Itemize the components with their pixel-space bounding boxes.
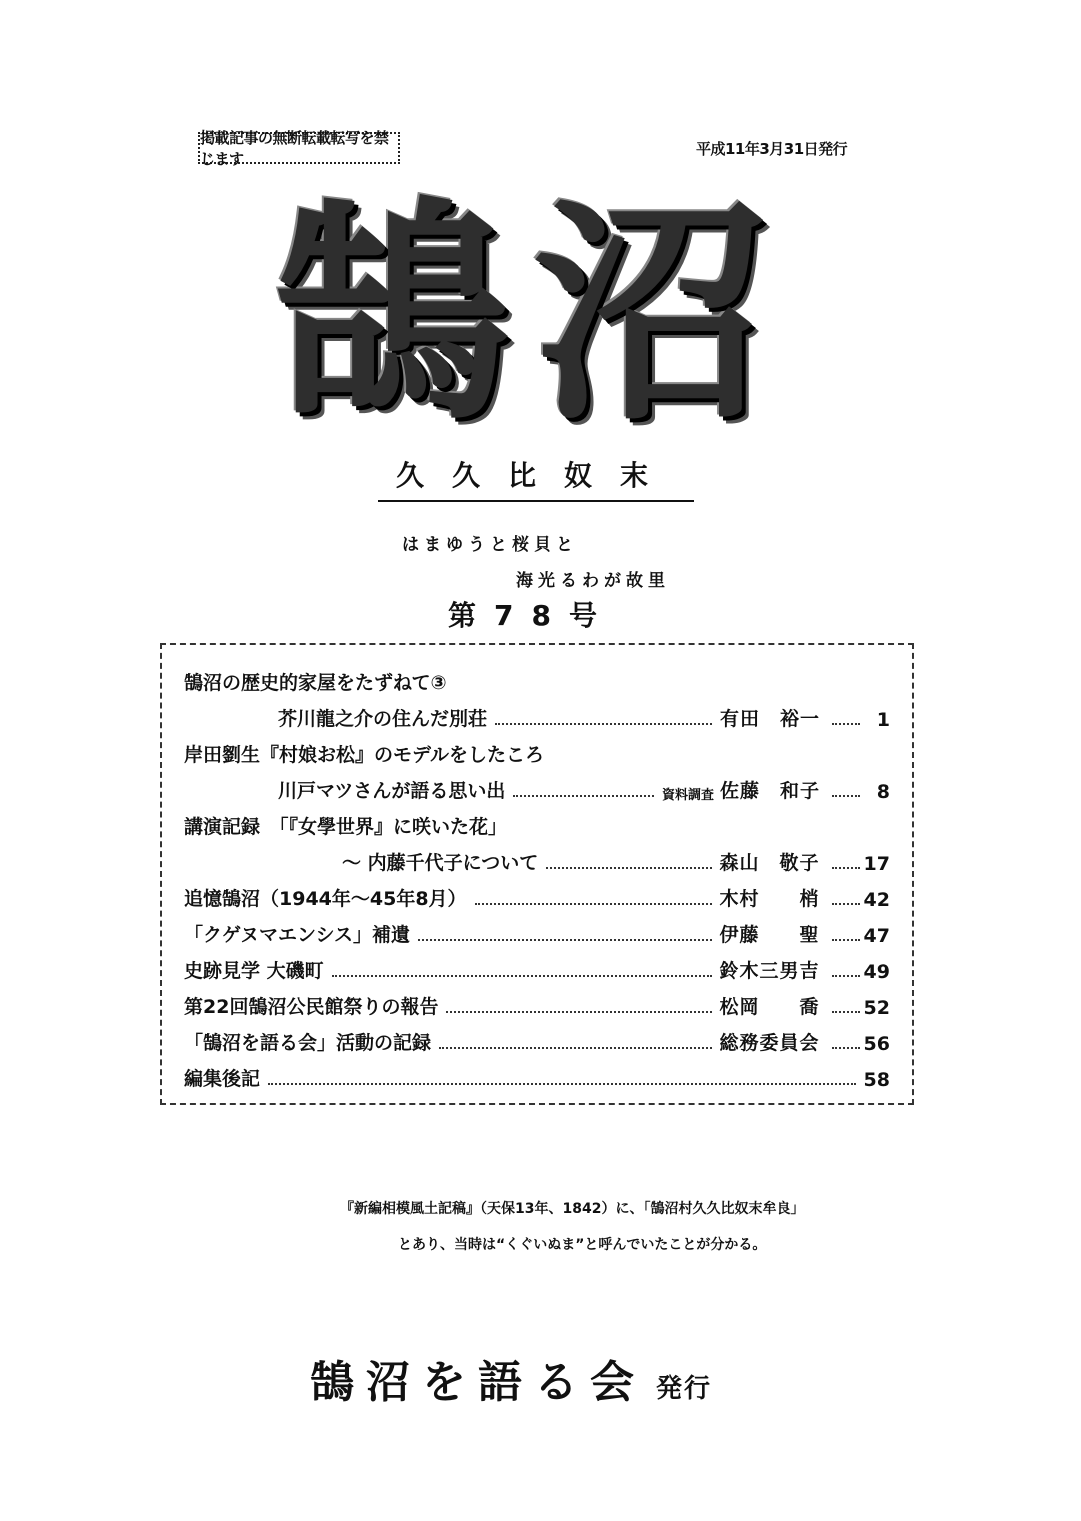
toc-page: 58 (863, 1069, 890, 1091)
issue-number: 第78号 (448, 599, 615, 632)
toc-row (184, 805, 890, 839)
publication-date: 平成11年3月31日発行 (696, 140, 848, 158)
toc-title: 「鵠沼を語る会」活動の記録 (184, 1032, 432, 1054)
toc-page: 56 (863, 1033, 890, 1055)
table-of-contents (160, 643, 914, 1105)
toc-leader (832, 975, 860, 977)
toc-leader (418, 939, 712, 941)
toc-leader (832, 723, 860, 725)
toc-leader (332, 975, 712, 977)
toc-author: 森山 敬子 (719, 852, 820, 874)
toc-page: 17 (863, 853, 890, 875)
toc-title: 講演記録 「『女學世界』に咲いた花」 (184, 816, 508, 838)
toc-page: 49 (863, 961, 890, 983)
toc-row[interactable] (184, 1021, 890, 1055)
toc-row[interactable] (184, 985, 890, 1019)
toc-row (184, 661, 890, 695)
toc-leader (832, 903, 860, 905)
toc-leader (475, 903, 712, 905)
publisher-suffix: 発行 (656, 1374, 713, 1404)
toc-author: 佐藤 和子 (720, 780, 821, 802)
toc-row[interactable] (184, 913, 890, 947)
toc-author: 鈴木三男吉 (719, 960, 820, 982)
toc-title: ～ 内藤千代子について (342, 852, 539, 874)
toc-leader (832, 1011, 860, 1013)
toc-leader (832, 1047, 860, 1049)
toc-page: 52 (863, 997, 890, 1019)
toc-leader (513, 795, 654, 797)
toc-leader (439, 1047, 712, 1049)
masthead-title: 鵠沼 (272, 174, 793, 452)
toc-leader (268, 1083, 856, 1085)
toc-row (184, 733, 890, 767)
toc-author: 木村 梢 (719, 888, 820, 910)
publisher-name: 鵠沼を語る会 (310, 1357, 646, 1408)
poem-line-1: はまゆうと桜貝と (402, 535, 578, 555)
toc-row[interactable] (278, 769, 890, 803)
toc-title: 史跡見学 大磯町 (184, 960, 324, 982)
toc-author: 総務委員会 (719, 1032, 820, 1054)
toc-leader (832, 867, 860, 869)
toc-leader (446, 1011, 711, 1013)
masthead-subtitle: 久久比奴末 (378, 454, 694, 502)
toc-title: 芥川龍之介の住んだ別荘 (278, 708, 488, 730)
toc-title: 編集後記 (184, 1068, 261, 1090)
toc-title: 「クゲヌマエンシス」補遺 (184, 924, 411, 946)
toc-row[interactable] (184, 949, 890, 983)
toc-author: 有田 裕一 (720, 708, 821, 730)
toc-page: 8 (876, 781, 890, 803)
toc-leader (546, 867, 711, 869)
toc-author: 松岡 喬 (719, 996, 820, 1018)
toc-row[interactable] (184, 877, 890, 911)
publisher (310, 1346, 712, 1410)
toc-title: 追憶鵠沼（1944年～45年8月） (184, 888, 467, 910)
toc-page: 1 (876, 709, 890, 731)
toc-page: 47 (863, 925, 890, 947)
toc-page: 42 (863, 889, 890, 911)
toc-note: 資料調査 (661, 788, 714, 803)
footnote-line-2: とあり、当時は“くぐいぬま”と呼んでいたことが分かる。 (398, 1237, 767, 1253)
toc-leader (832, 939, 860, 941)
toc-row[interactable] (184, 1057, 890, 1091)
toc-title: 鵠沼の歴史的家屋をたずねて③ (184, 672, 447, 694)
poem-line-2: 海光るわが故里 (516, 571, 670, 591)
toc-title: 第22回鵠沼公民館祭りの報告 (184, 996, 439, 1018)
toc-leader (832, 795, 860, 797)
toc-leader (495, 723, 712, 725)
toc-title: 岸田劉生『村娘お松』のモデルをしたころ (184, 744, 545, 766)
toc-title: 川戸マツさんが語る思い出 (278, 780, 506, 802)
copyright-notice: 掲載記事の無断転載転写を禁じます (198, 132, 400, 164)
toc-row[interactable] (342, 841, 890, 875)
toc-author: 伊藤 聖 (719, 924, 820, 946)
footnote-line-1: 『新編相模風土記稿』（天保13年、1842）に、「鵠沼村久久比奴末牟良」 (340, 1201, 805, 1217)
toc-row[interactable] (278, 697, 890, 731)
